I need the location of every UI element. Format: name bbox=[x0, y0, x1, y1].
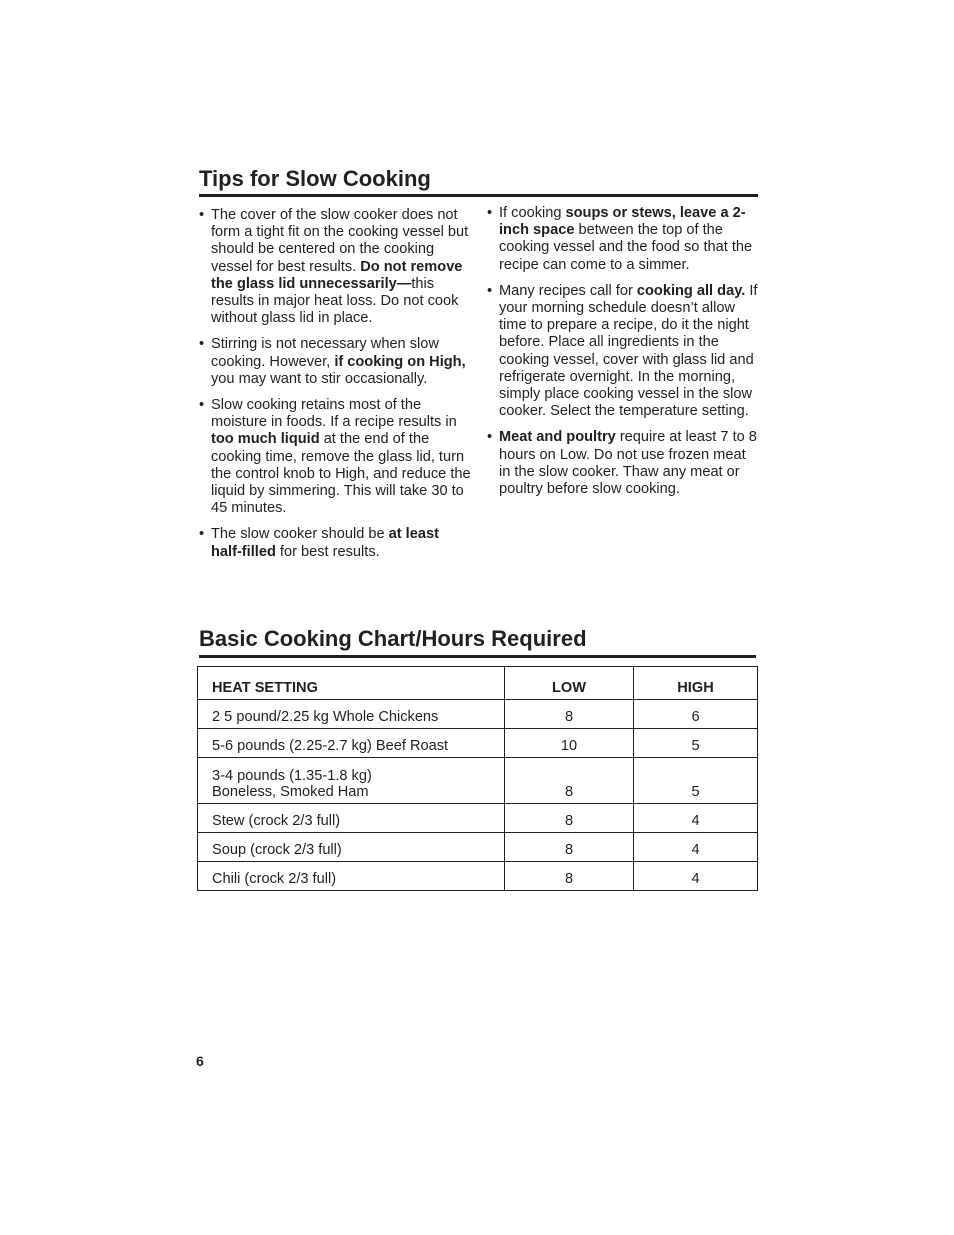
cell-label-line: 3-4 pounds (1.35-1.8 kg) bbox=[212, 768, 372, 784]
page-number: 6 bbox=[196, 1053, 204, 1069]
tips-heading-rule bbox=[199, 194, 758, 197]
cooking-chart-table bbox=[197, 666, 758, 891]
cell-label-line: 5-6 pounds (2.25-2.7 kg) Beef Roast bbox=[212, 738, 449, 754]
cell-high: 4 bbox=[634, 804, 758, 833]
cell-label-line: 2 5 pound/2.25 kg Whole Chickens bbox=[212, 709, 439, 725]
table-row bbox=[198, 833, 758, 862]
tips-left-column bbox=[199, 207, 471, 570]
tip-text: Slow cooking retains most of the moisture in foods. If a recipe results in bbox=[211, 397, 457, 431]
tip-item bbox=[199, 397, 471, 517]
table-row bbox=[198, 729, 758, 758]
tip-emphasis: Do not remove the glass lid unnecessarily— bbox=[211, 258, 463, 292]
cell-label-line: Stew (crock 2/3 full) bbox=[212, 813, 341, 829]
tip-text: If cooking bbox=[499, 205, 566, 221]
cell-heat-setting bbox=[198, 804, 505, 833]
tips-right-column bbox=[487, 205, 759, 507]
table-row bbox=[198, 862, 758, 891]
tip-item bbox=[487, 429, 759, 498]
tip-item bbox=[487, 205, 759, 274]
cell-low: 8 bbox=[505, 758, 634, 804]
column-header-heat-setting: HEAT SETTING bbox=[198, 667, 505, 700]
tip-text: this results in major heat loss. Do not cook without glass lid in place. bbox=[211, 275, 459, 327]
bullet-icon: • bbox=[199, 526, 205, 543]
cell-low: 8 bbox=[505, 862, 634, 891]
bullet-icon: • bbox=[199, 207, 205, 223]
bullet-icon: • bbox=[487, 282, 493, 299]
chart-heading: Basic Cooking Chart/Hours Required bbox=[199, 626, 587, 651]
bullet-icon: • bbox=[487, 429, 493, 446]
cell-high: 5 bbox=[634, 758, 758, 804]
tip-item bbox=[199, 336, 471, 388]
cell-label-line: Soup (crock 2/3 full) bbox=[212, 842, 342, 858]
bullet-icon: • bbox=[487, 205, 493, 221]
cell-low: 10 bbox=[505, 729, 634, 758]
tip-item bbox=[199, 207, 471, 327]
tip-text: you may want to stir occasionally. bbox=[211, 370, 428, 387]
tip-text: for best results. bbox=[275, 543, 380, 560]
table-row bbox=[198, 758, 758, 804]
cell-high: 6 bbox=[634, 700, 758, 729]
tip-emphasis: at least half-filled bbox=[211, 526, 439, 560]
column-header-low: LOW bbox=[505, 667, 634, 700]
tip-emphasis: if cooking on High, bbox=[334, 353, 466, 370]
cell-heat-setting bbox=[198, 729, 505, 758]
tip-emphasis: Meat and poultry bbox=[499, 429, 616, 446]
tip-emphasis: too much liquid bbox=[211, 431, 320, 448]
tip-emphasis: soups or stews, leave a 2-inch space bbox=[499, 205, 746, 239]
cell-low: 8 bbox=[505, 700, 634, 729]
tip-text: between the top of the cooking vessel and the food so that the recipe can come to a simmer. bbox=[499, 222, 753, 273]
column-header-high: HIGH bbox=[634, 667, 758, 700]
cell-heat-setting bbox=[198, 758, 505, 804]
table-row bbox=[198, 804, 758, 833]
cell-high: 4 bbox=[634, 833, 758, 862]
tip-item bbox=[199, 526, 471, 560]
cell-label-line: Chili (crock 2/3 full) bbox=[212, 871, 337, 887]
tip-text: Stirring is not necessary when slow cooking. However, bbox=[211, 336, 439, 370]
tip-emphasis: cooking all day. bbox=[636, 282, 746, 299]
cell-heat-setting bbox=[198, 862, 505, 891]
cell-high: 5 bbox=[634, 729, 758, 758]
chart-heading-rule bbox=[199, 655, 756, 658]
cell-low: 8 bbox=[505, 833, 634, 862]
cell-low: 8 bbox=[505, 804, 634, 833]
tip-text: require at least 7 to 8 hours on Low. Do not use frozen meat in the slow cooker. Thaw any meat or poultry before slow cooking. bbox=[499, 429, 757, 498]
tip-text: If your morning schedule doesn’t allow time to prepare a recipe, do it the night before. Place all ingredients in the cooking vessel, cover with glass lid and refrigerate overnight. In the morning, simply place cooking vessel in the slow cooker. Select the temperature setting. bbox=[499, 282, 758, 420]
tip-text: The cover of the slow cooker does not form a tight fit on the cooking vessel but should be centered on the cooking vessel for best results. bbox=[211, 207, 469, 275]
tips-heading: Tips for Slow Cooking bbox=[199, 166, 431, 191]
table-row bbox=[198, 700, 758, 729]
table-header-row bbox=[198, 667, 758, 700]
bullet-icon: • bbox=[199, 397, 205, 414]
cell-label-line: Boneless, Smoked Ham bbox=[212, 784, 369, 800]
tip-text: at the end of the cooking time, remove the glass lid, turn the control knob to High, and reduce the liquid by simmering. This will take 30 to 45 minutes. bbox=[211, 431, 471, 517]
cell-heat-setting bbox=[198, 700, 505, 729]
bullet-icon: • bbox=[199, 336, 205, 353]
cell-heat-setting bbox=[198, 833, 505, 862]
tip-text: The slow cooker should be bbox=[211, 526, 389, 543]
cell-high: 4 bbox=[634, 862, 758, 891]
tip-text: Many recipes call for bbox=[499, 282, 637, 299]
tip-item bbox=[487, 283, 759, 421]
